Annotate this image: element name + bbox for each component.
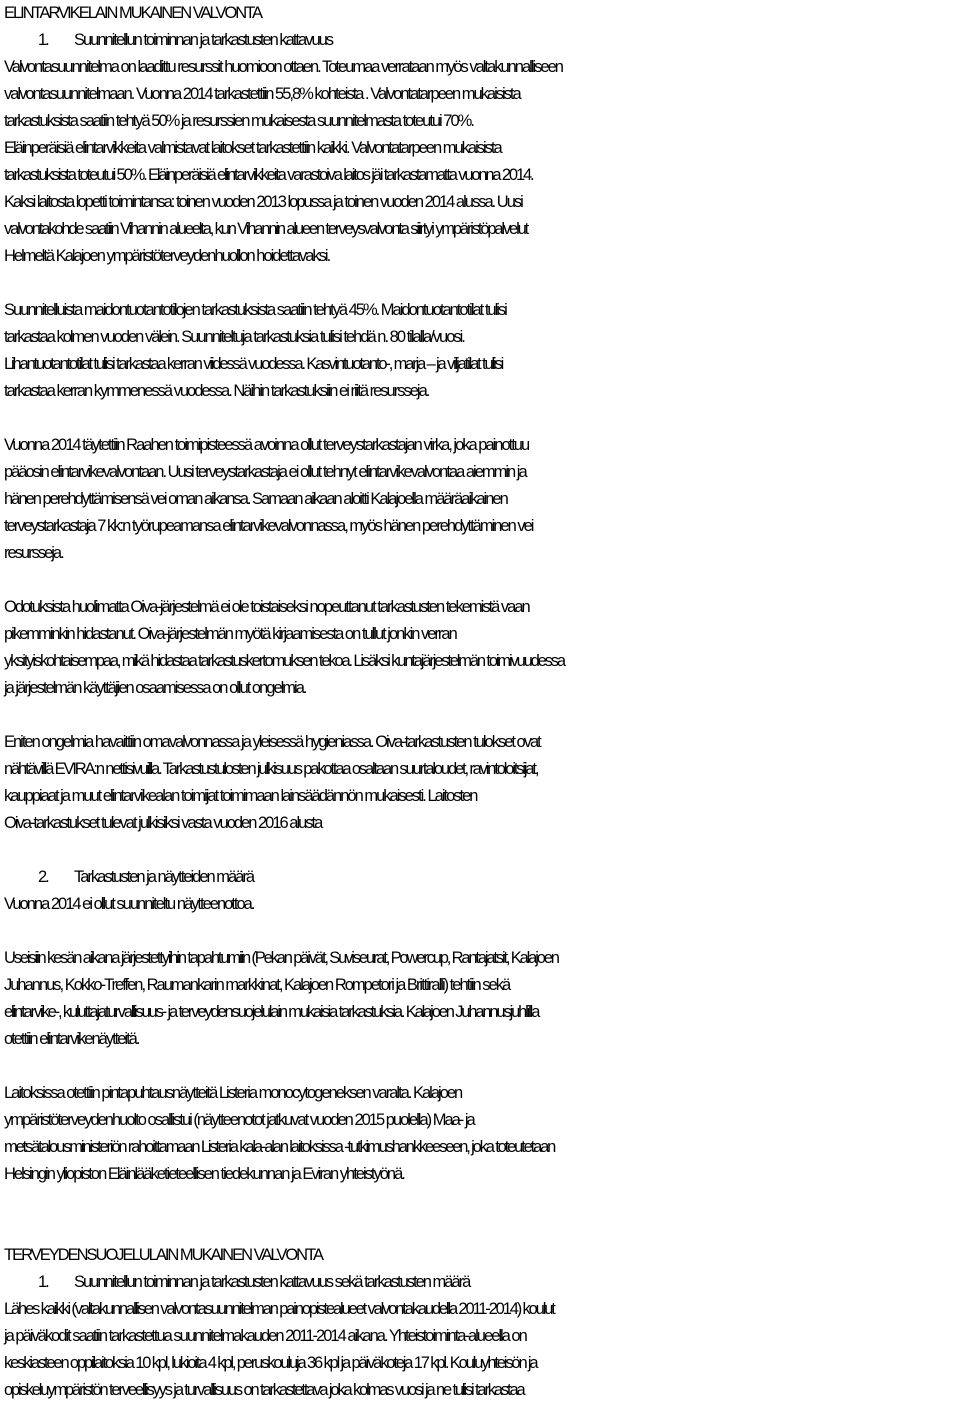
text-line: metsätalousministeriön rahoittamaan Listeria kala-alan laitoksissa -tutkimushankkeeseen, joka toteutetaan xyxy=(4,1138,555,1156)
text-line: Eniten ongelmia havaittiin omavalvonnassa ja yleisessä hygieniassa. Oiva-tarkastusten tulokset ovat xyxy=(4,733,540,751)
paragraph-gap xyxy=(4,567,960,594)
document-page xyxy=(4,0,960,1404)
text-line: tarkastuksista saatiin tehtyä 50% ja resurssien mukaisesta suunnitelmasta toteutui 70%. xyxy=(4,112,473,130)
text-line: pääosin elintarvikevalvontaan. Uusi terveystarkastaja ei ollut tehnyt elintarvikevalvontaa aiemmin ja xyxy=(4,463,526,481)
numbered-heading-2 xyxy=(4,864,960,891)
heading-number: 1. xyxy=(38,31,48,49)
text-line: valvontakohde saatiin Vihannin alueelta, kun Vihannin alueen terveysvalvonta siirtyi ympäristöpalvelut xyxy=(4,220,528,238)
text-line: Oiva-tarkastukset tulevat julkisiksi vasta vuoden 2016 alusta xyxy=(4,814,322,832)
text-line: terveystarkastaja 7 kk:n työrupeamansa elintarvikevalvonnassa, myös hänen perehdyttäminen vei xyxy=(4,517,533,535)
text-line: Lihantuotantotilat tulisi tarkastaa kerran viidessä vuodessa. Kasvintuotanto-, marja – ja viljatilat tulisi xyxy=(4,355,503,373)
text-line: yksityiskohtaisempaa, mikä hidastaa tarkastuskertomuksen tekoa. Lisäksi kuntajärjestelmän toimivuudessa xyxy=(4,652,564,670)
numbered-heading-1 xyxy=(4,1269,960,1296)
paragraph-gap xyxy=(4,702,960,729)
text-line: Eläinperäisiä elintarvikkeita valmistavat laitokset tarkastettiin kaikki. Valvontatarpeen mukaisista xyxy=(4,139,501,157)
numbered-heading-1 xyxy=(4,27,960,54)
paragraph-gap xyxy=(4,918,960,945)
text-line: pikemminkin hidastanut. Oiva-järjestelmän myötä kirjaamisesta on tullut jonkin verran xyxy=(4,625,456,643)
text-line: Helsingin yliopiston Eläinlääketieteellisen tiedekunnan ja Eviran yhteistyönä. xyxy=(4,1165,404,1183)
text-line: kauppiaat ja muut elintarvikealan toimijat toimimaan lainsäädännön mukaisesti. Laitosten xyxy=(4,787,477,805)
text-line: valvontasuunnitelmaan. Vuonna 2014 tarkastettiin 55,8% kohteista . Valvontatarpeen mukaisista xyxy=(4,85,520,103)
text-line: Valvontasuunnitelma on laadittu resurssit huomioon ottaen. Toteumaa verrataan myös valtakunnalliseen xyxy=(4,58,562,76)
text-line: ympäristöterveydenhuolto osallistui (näytteenotot jatkuvat vuoden 2015 puolella) Maa- ja xyxy=(4,1111,474,1129)
paragraph-listeria xyxy=(4,1080,960,1188)
text-line: Useisiin kesän aikana järjestettyihin tapahtumiin (Pekan päivät, Suviseurat, Powercup, Rantajatsit, Kalajoen xyxy=(4,949,558,967)
text-line: Odotuksista huolimatta Oiva-järjestelmä ei ole toistaiseksi nopeuttanut tarkastusten tekemistä vaan xyxy=(4,598,529,616)
paragraph-terveystarkastaja xyxy=(4,432,960,567)
text-line: Kaksi laitosta lopetti toimintansa: toinen vuoden 2013 lopussa ja toinen vuoden 2014 alussa. Uusi xyxy=(4,193,522,211)
text-line: Helmeltä Kalajoen ympäristöterveydenhuollon hoidettavaksi. xyxy=(4,247,330,265)
paragraph-gap xyxy=(4,837,960,864)
paragraph-gap xyxy=(4,405,960,432)
paragraph-tapahtumat xyxy=(4,945,960,1053)
text-line: otettiin elintarvikenäytteitä. xyxy=(4,1030,139,1048)
paragraph-maidontuotantotilat xyxy=(4,297,960,405)
text-line: Juhannus, Kokko-Treffen, Raumankarin markkinat, Kalajoen Rompetori ja Brittiralli) tehtiin sekä xyxy=(4,976,510,994)
heading-title: Tarkastusten ja näytteiden määrä xyxy=(74,868,254,886)
heading-number: 2. xyxy=(38,868,48,886)
heading-title: Suunnitellun toiminnan ja tarkastusten kattavuus sekä tarkastusten määrä xyxy=(74,1273,470,1291)
text-line: Vuonna 2014 täytettiin Raahen toimipisteessä avoinna ollut terveystarkastajan virka, joka painottuu xyxy=(4,436,529,454)
text-line: keskiasteen oppilaitoksia 10 kpl, lukioita 4 kpl, peruskouluja 36 kpl ja päiväkoteja 17 kpl. Kouluyhteisön ja xyxy=(4,1354,537,1372)
text-line: Laitoksissa otettiin pintapuhtausnäytteitä Listeria monocytogeneksen varalta. Kalajoen xyxy=(4,1084,462,1102)
text-line: resursseja. xyxy=(4,544,63,562)
paragraph-gap xyxy=(4,270,960,297)
text-line: hänen perehdyttämisensä vei oman aikansa. Samaan aikaan aloitti Kalajoella määräaikainen xyxy=(4,490,507,508)
paragraph-ongelmat xyxy=(4,729,960,837)
text-line: Vuonna 2014 ei ollut suunniteltu näytteenottoa. xyxy=(4,895,254,913)
paragraph-oiva-jarjestelma xyxy=(4,594,960,702)
text-line: opiskeluympäristön terveellisyys ja turvallisuus on tarkastettava joka kolmas vuosi ja ne tulisi tarkastaa xyxy=(4,1381,524,1399)
text-line: tarkastaa kolmen vuoden välein. Suunniteltuja tarkastuksia tulisi tehdä n. 80 tilalla/vuosi. xyxy=(4,328,464,346)
text-line: Suunnitelluista maidontuotantotilojen tarkastuksista saatiin tehtyä 45%. Maidontuotantotilat tulisi xyxy=(4,301,506,319)
heading-number: 1. xyxy=(38,1273,48,1291)
paragraph-gap xyxy=(4,1053,960,1080)
section-gap xyxy=(4,1188,960,1242)
section-heading-elintarvikelaki: ELINTARVIKELAIN MUKAINEN VALVONTA xyxy=(4,4,262,22)
paragraph-valvontasuunnitelma xyxy=(4,54,960,270)
section-heading-terveydensuojelulaki: TERVEYDENSUOJELULAIN MUKAINEN VALVONTA xyxy=(4,1246,322,1264)
text-line: Lähes kaikki (valtakunnallisen valvontasuunnitelman painopistealueet valvontakaudella 2011-2014) koulut xyxy=(4,1300,554,1318)
text-line: nähtävillä EVIRA:n nettisivuilla. Tarkastustulosten julkisuus pakottaa osaltaan suurtaloudet, ravintoloitsijat, xyxy=(4,760,538,778)
text-line: ja järjestelmän käyttäjien osaamisessa on ollut ongelmia. xyxy=(4,679,306,697)
text-line: ja päiväkodit saatiin tarkastettua suunnitelmakauden 2011-2014 aikana. Yhteistoiminta-alueella on xyxy=(4,1327,526,1345)
text-line: tarkastaa kerran kymmenessä vuodessa. Näihin tarkastuksiin ei riitä resursseja. xyxy=(4,382,429,400)
heading-title: Suunnitellun toiminnan ja tarkastusten kattavuus xyxy=(74,31,333,49)
text-line: tarkastuksista toteutui 50%. Eläinperäisiä elintarvikkeita varastoiva laitos jäi tarkastamatta vuonna 2014. xyxy=(4,166,533,184)
text-line: elintarvike-, kuluttajaturvallisuus- ja terveydensuojelulain mukaisia tarkastuksia. Kalajoen Juhannusjuhlilla xyxy=(4,1003,539,1021)
